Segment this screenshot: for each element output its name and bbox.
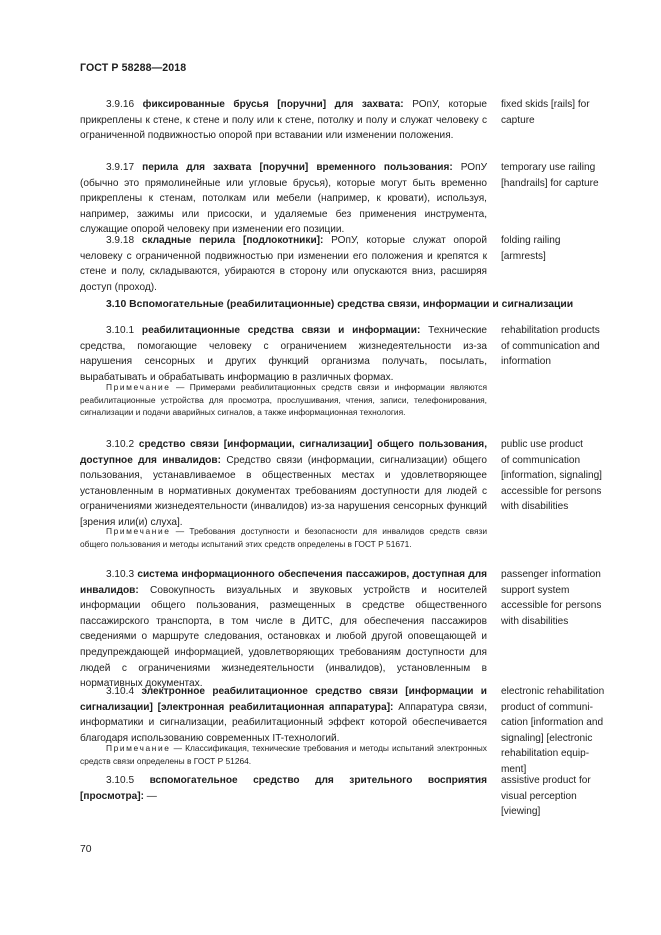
note-label: Примечание [106, 526, 171, 536]
term-title: вспомогательное средство для зрительного восприятия [просмотра]: [80, 775, 487, 802]
term-title: складные перила [подлокотники]: [141, 235, 324, 246]
section-heading [106, 299, 573, 310]
term-text: РОпУ, которые прикреплены к стене, к стене и полу или к стене, потолку и полу и служат человеку с ограниченной подвижностью опорой при вставании или изменении положения. [80, 99, 487, 142]
english-line: temporary use railing [501, 162, 596, 173]
term-text: — [143, 790, 157, 802]
section-title: Вспомогательные (реабилитационные) средства связи, информации и сигнализации [129, 299, 574, 310]
term-english [501, 97, 601, 128]
english-line: public use product [501, 439, 583, 450]
english-line: of communication and [501, 340, 600, 352]
english-line: ment] [501, 763, 527, 775]
term-definition [80, 323, 487, 385]
note-label: Примечание [106, 382, 171, 392]
english-line: cation [information and [501, 717, 604, 729]
term-title: электронное реабилитационное средство связи [информации и сигнализации] [электронная реабилитационная аппаратура]: [80, 686, 487, 713]
english-line: electronic rehabilitation [501, 686, 605, 697]
term-english [501, 160, 601, 191]
term-title: фиксированные брусья [поручни] для захвата: [142, 99, 404, 110]
english-line: folding railing [501, 235, 561, 246]
note [80, 381, 487, 419]
term-definition [80, 684, 487, 746]
english-line: rehabilitation products [501, 325, 600, 336]
english-line: with disabilities [501, 501, 569, 513]
note [80, 742, 487, 767]
english-line: [information, signaling] [501, 470, 602, 482]
note-text: — Примерами реабилитационных средств связи и информации являются реабилитационные устройства для просмотра, прослушивания, чтения, записи, телефонирования, сигнализации и подачи аварийных сигналов, а также информационная технология. [80, 382, 487, 418]
term-title: средство связи [информации, сигнализации] общего пользования, доступное для инвалидов: [80, 439, 487, 466]
term-english [501, 233, 601, 264]
term-definition [80, 233, 487, 295]
english-line: fixed skids [rails] for [501, 99, 590, 110]
term-english [501, 773, 601, 820]
english-line: [handrails] for capture [501, 177, 599, 189]
term-number: 3.9.16 [106, 99, 135, 110]
term-number: 3.9.17 [106, 162, 135, 173]
term-number: 3.10.3 [106, 569, 135, 580]
english-line: with disabilities [501, 615, 569, 627]
term-text: Технические средства, помогающие человеку с ограничением жизнедеятельности из-за нарушения сенсорных и других функций организма получать, посылать, вырабатывать и обрабатывать информацию в различных формах. [80, 325, 487, 383]
note-text: — Требования доступности и безопасности для инвалидов средств связи общего пользования и методы испытаний этих средств определены в ГОСТ Р 51671. [80, 526, 487, 549]
english-line: assistive product for [501, 775, 591, 786]
term-english [501, 684, 605, 778]
english-line: signaling] [electronic [501, 732, 593, 744]
term-number: 3.9.18 [106, 235, 135, 246]
english-line: [armrests] [501, 250, 546, 262]
term-definition [80, 773, 487, 804]
english-line: support system [501, 584, 570, 596]
english-line: [viewing] [501, 806, 541, 818]
term-english [501, 437, 601, 515]
term-number: 3.10.4 [106, 686, 135, 697]
term-definition [80, 160, 487, 238]
term-number: 3.10.5 [106, 775, 135, 786]
english-line: accessible for persons [501, 485, 602, 497]
term-title: система информационного обеспечения пассажиров, доступная для инвалидов: [80, 569, 488, 596]
term-text: Аппаратура связи, информатики и сигнализации, реабилитационный эффект которой обеспечивается благодаря использованию современных IT-технологий. [80, 701, 487, 744]
term-title: реабилитационные средства связи и информации: [141, 325, 421, 336]
note-text: — Классификация, технические требования и методы испытаний электронных средств связи определены в ГОСТ Р 51264. [80, 743, 487, 766]
term-text: РОпУ (обычно это прямолинейные или угловые брусья), которые могут быть временно прикреплены к стенам, потолкам или мебели (например, к кровати), используя, например, зажимы или присоски, и удаляемые без применения инструмента, служащие опорой человеку при изменении его позиции. [80, 162, 487, 236]
note-label: Примечание [106, 743, 171, 753]
term-definition [80, 97, 487, 144]
term-text: РОпУ, которые служат опорой человеку с ограниченной подвижностью при изменении его положения и крепятся к стене и полу, складываются, убираются в сторону или опускаются вниз, расширяя доступ (проход). [80, 235, 487, 293]
english-line: product of communi- [501, 701, 594, 713]
english-line: capture [501, 114, 535, 126]
english-line: information [501, 356, 551, 368]
term-text: Совокупность визуальных и звуковых устройств и носителей информации общего пользования, размещенных в средстве общественного пассажирского транспорта, в том числе в ДИТС, для обеспечения пассажиров сведениями о маршруте следования, остановках и любой другой оповещающей и предупреждающей информацией, удовлетворяющих требованиям доступности для людей с ограничениями жизнедеятельности (инвалидов), установленным в нормативных документах. [80, 584, 487, 690]
standard-header: ГОСТ Р 58288—2018 [80, 62, 187, 74]
term-definition [80, 437, 487, 531]
english-line: rehabilitation equip- [501, 748, 590, 760]
page-number: 70 [80, 844, 92, 855]
term-text: Средство связи (информации, сигнализации) общего пользования, устанавливаемое в общественных местах и удовлетворяющее установленным в нормативных документах требованиям доступности для людей с ограничениями жизнедеятельности (инвалидов) из-за нарушения сенсорных функций [зрения или(и) слуха]. [80, 454, 487, 528]
english-line: accessible for persons [501, 600, 602, 612]
english-line: visual perception [501, 790, 577, 802]
section-number: 3.10 [106, 299, 127, 310]
term-english [501, 567, 601, 629]
english-line: passenger information [501, 569, 601, 580]
term-number: 3.10.2 [106, 439, 135, 450]
note [80, 525, 487, 550]
term-english [501, 323, 601, 370]
term-title: перила для захвата [поручни] временного пользования: [142, 162, 453, 173]
english-line: of communication [501, 454, 581, 466]
term-definition [80, 567, 487, 692]
term-number: 3.10.1 [106, 325, 135, 336]
